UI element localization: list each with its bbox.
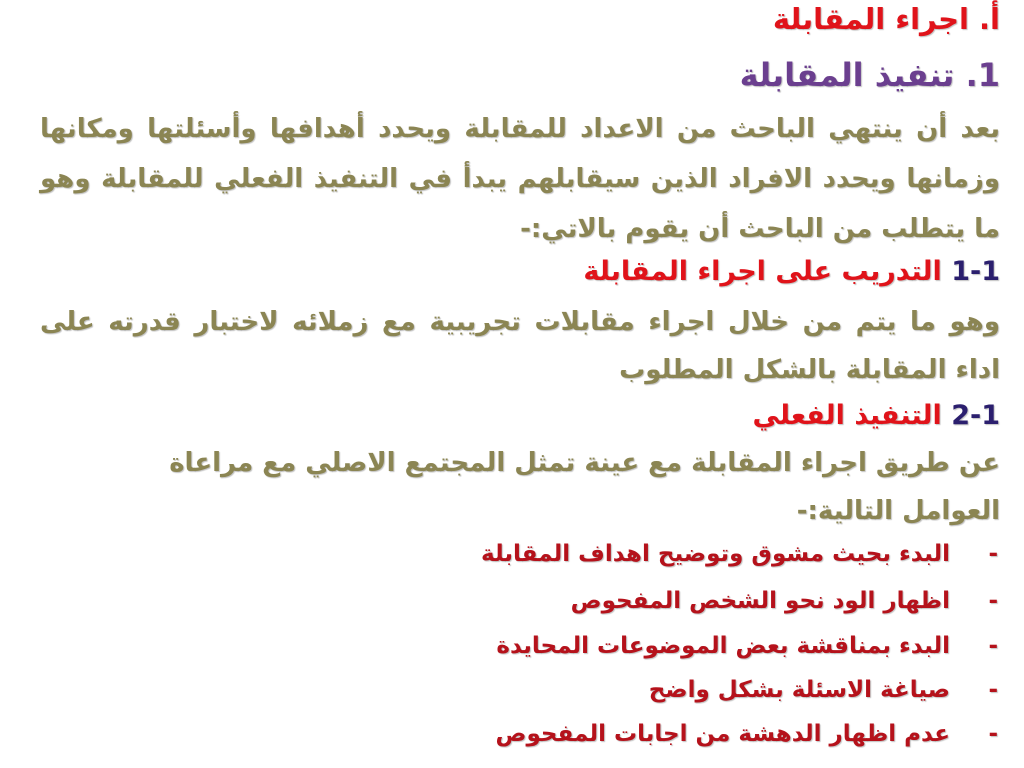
bullet-marker: - [988,588,998,614]
bullet-text: اظهار الود نحو الشخص المفحوص [570,588,950,614]
training-line-2: اداء المقابلة بالشكل المطلوب [619,355,1000,385]
bullet-marker: - [988,541,998,567]
heading-interview-conduct: أ. اجراء المقابلة [772,2,1000,36]
bullet-text: البدء بحيث مشوق وتوضيح اهداف المقابلة [481,541,950,567]
bullet-marker: - [988,633,998,659]
list-item [40,677,998,703]
bullet-marker: - [988,677,998,703]
bullet-marker: - [988,721,998,747]
intro-line-3: ما يتطلب من الباحث أن يقوم بالاتي:- [520,214,1000,244]
section-title: التدريب على اجراء المقابلة [583,256,942,287]
list-item [40,633,998,659]
section-number: 2-1 [951,400,1000,431]
bullet-text: صياغة الاسئلة بشكل واضح [648,677,950,703]
list-item [40,588,998,614]
training-line-1: وهو ما يتم من خلال اجراء مقابلات تجريبية مع زملائه لاختبار قدرته على [40,307,1000,337]
bullet-text: عدم اظهار الدهشة من اجابات المفحوص [495,721,950,747]
execution-line-2: العوامل التالية:- [796,496,1000,526]
heading-interview-execution: 1. تنفيذ المقابلة [739,56,1000,94]
bullet-text: البدء بمناقشة بعض الموضوعات المحايدة [496,633,950,659]
list-item [40,721,998,747]
list-item [40,541,998,567]
section-number: 1-1 [951,256,1000,287]
section-heading-actual-execution [40,400,1000,431]
section-title: التنفيذ الفعلي [752,400,942,431]
intro-line-1: بعد أن ينتهي الباحث من الاعداد للمقابلة ويحدد أهدافها وأسئلتها ومكانها [40,114,1000,144]
section-heading-training [40,256,1000,287]
execution-line-1: عن طريق اجراء المقابلة مع عينة تمثل المجتمع الاصلي مع مراعاة [169,448,1000,478]
intro-line-2: وزمانها ويحدد الافراد الذين سيقابلهم يبدأ في التنفيذ الفعلي للمقابلة وهو [40,164,1000,194]
